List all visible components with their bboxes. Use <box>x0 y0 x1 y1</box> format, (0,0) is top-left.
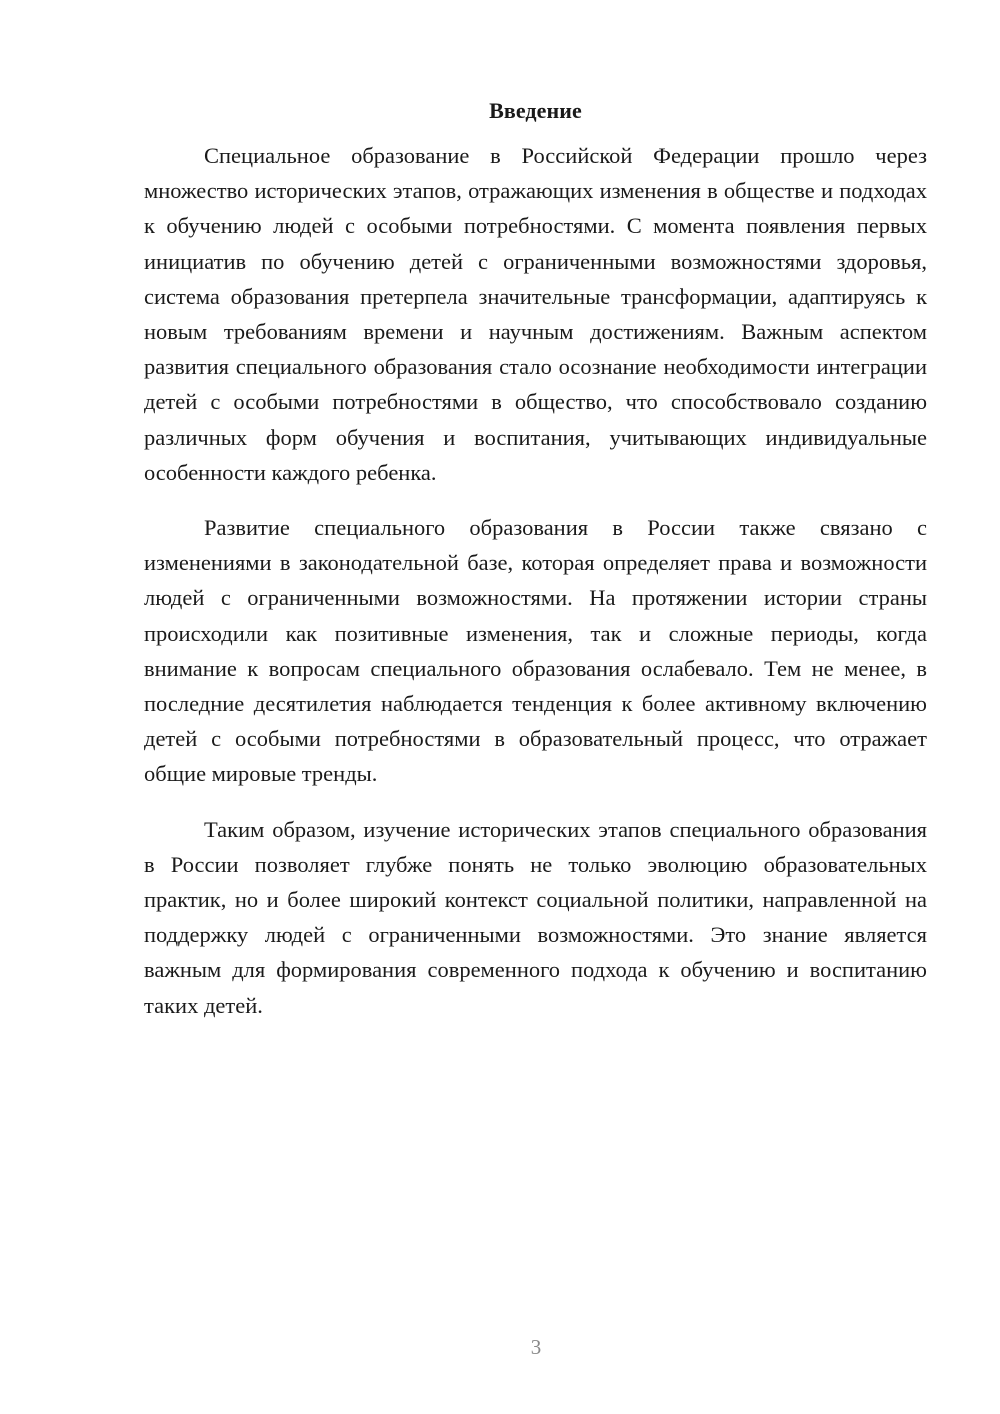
page-content <box>144 96 927 1023</box>
paragraph-2: Развитие специального образования в России также связано с изменениями в законодательной базе, которая определяет права и возможности людей с ограниченными возможностями. На протяжении истории страны происходили как позитивные изменения, так и сложные периоды, когда внимание к вопросам специального образования ослабевало. Тем не менее, в последние десятилетия наблюдается тенденция к более активному включению детей с особыми потребностями в образовательный процесс, что отражает общие мировые тренды. <box>144 515 927 787</box>
section-heading: Введение <box>489 98 582 123</box>
paragraph-3: Таким образом, изучение исторических этапов специального образования в России позволяет глубже понять не только эволюцию образовательных практик, но и более широкий контекст социальной политики, направленной на поддержку людей с ограниченными возможностями. Это знание является важным для формирования современного подхода к обучению и воспитанию таких детей. <box>144 816 927 1018</box>
paragraph-1: Специальное образование в Российской Федерации прошло через множество исторических этапов, отражающих изменения в обществе и подходах к обучению людей с особыми потребностями. С момента появления первых инициатив по обучению детей с ограниченными возможностями здоровья, система образования претерпела значительные трансформации, адаптируясь к новым требованиям времени и научным достижениям. Важным аспектом развития специального образования стало осознание необходимости интеграции детей с особыми потребностями в общество, что способствовало созданию различных форм обучения и воспитания, учитывающих индивидуальные особенности каждого ребенка. <box>144 143 927 485</box>
page-number: 3 <box>530 1335 542 1359</box>
